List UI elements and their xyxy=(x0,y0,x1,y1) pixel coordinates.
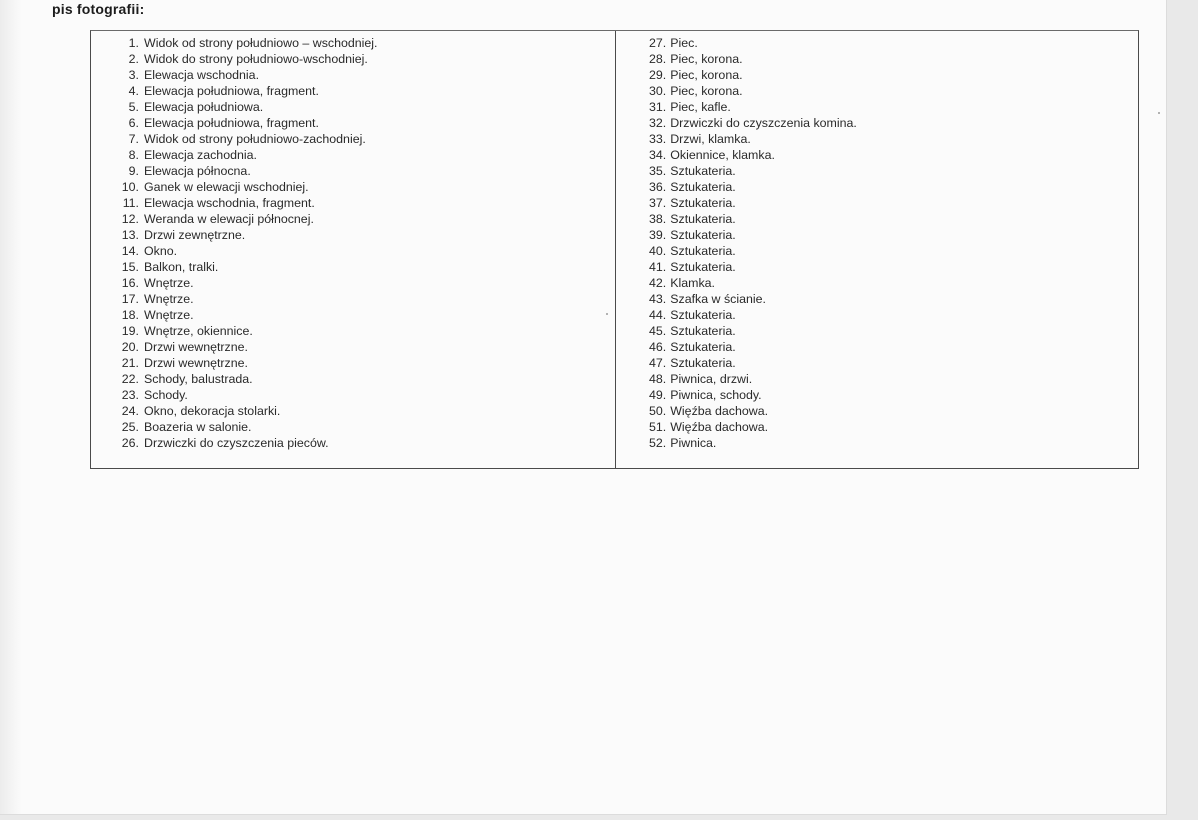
item-description: Piec, kafle. xyxy=(670,100,731,114)
item-description: Drzwi wewnętrzne. xyxy=(144,356,248,370)
photo-list-item xyxy=(119,275,378,291)
photo-list-item xyxy=(649,131,857,147)
item-number: 14. xyxy=(121,244,139,258)
photo-list-item xyxy=(119,291,378,307)
item-number: 8. xyxy=(128,148,139,162)
photo-list-item xyxy=(649,275,857,291)
item-description: Wnętrze. xyxy=(144,292,194,306)
item-description: Szafka w ścianie. xyxy=(670,292,766,306)
item-description: Piec, korona. xyxy=(670,84,743,98)
item-description: Widok od strony południowo-zachodniej. xyxy=(144,132,366,146)
photo-list-item xyxy=(119,195,378,211)
item-description: Piwnica, schody. xyxy=(670,388,762,402)
photo-list-item xyxy=(649,51,857,67)
item-description: Piwnica. xyxy=(670,436,717,450)
item-description: Drzwi zewnętrzne. xyxy=(144,228,246,242)
item-description: Klamka. xyxy=(670,276,715,290)
item-number: 52. xyxy=(649,436,667,450)
photo-list-item xyxy=(649,387,857,403)
item-number: 16. xyxy=(121,276,139,290)
photo-list-item xyxy=(649,115,857,131)
photo-list-item xyxy=(119,371,378,387)
photo-list-item xyxy=(119,67,378,83)
item-description: Okno. xyxy=(144,244,178,258)
photo-list-right-column xyxy=(649,35,857,451)
item-description: Sztukateria. xyxy=(670,340,736,354)
item-description: Więźba dachowa. xyxy=(670,404,769,418)
item-description: Schody, balustrada. xyxy=(144,372,253,386)
photo-list-item xyxy=(119,339,378,355)
item-description: Boazeria w salonie. xyxy=(144,420,252,434)
item-description: Ganek w elewacji wschodniej. xyxy=(144,180,309,194)
photo-list-item xyxy=(649,227,857,243)
photo-list-item xyxy=(119,355,378,371)
item-number: 7. xyxy=(128,132,139,146)
photo-list-item xyxy=(649,243,857,259)
photo-list-item xyxy=(119,259,378,275)
item-number: 44. xyxy=(649,308,667,322)
item-description: Widok do strony południowo-wschodniej. xyxy=(144,52,368,66)
item-number: 28. xyxy=(649,52,667,66)
item-number: 38. xyxy=(649,212,667,226)
photo-list-item xyxy=(649,259,857,275)
item-number: 42. xyxy=(649,276,667,290)
item-description: Drzwi, klamka. xyxy=(670,132,751,146)
item-description: Wnętrze. xyxy=(144,276,194,290)
item-description: Sztukateria. xyxy=(670,356,736,370)
item-number: 21. xyxy=(121,356,139,370)
item-number: 26. xyxy=(121,436,139,450)
photo-list-item xyxy=(119,163,378,179)
photo-list-item xyxy=(119,35,378,51)
item-number: 15. xyxy=(121,260,139,274)
item-description: Elewacja południowa, fragment. xyxy=(144,116,319,130)
item-description: Piec. xyxy=(670,36,698,50)
photo-list-item xyxy=(649,163,857,179)
photo-list-item xyxy=(119,131,378,147)
item-number: 1. xyxy=(128,36,139,50)
photo-list-item xyxy=(119,83,378,99)
item-number: 10. xyxy=(121,180,139,194)
item-number: 32. xyxy=(649,116,667,130)
photo-list-item xyxy=(649,339,857,355)
photo-list-item xyxy=(649,147,857,163)
item-number: 3. xyxy=(128,68,139,82)
item-number: 25. xyxy=(121,420,139,434)
item-description: Sztukateria. xyxy=(670,164,736,178)
item-description: Sztukateria. xyxy=(670,244,736,258)
photo-list-item xyxy=(649,323,857,339)
item-number: 31. xyxy=(649,100,667,114)
item-number: 2. xyxy=(128,52,139,66)
item-description: Sztukateria. xyxy=(670,260,736,274)
item-number: 22. xyxy=(121,372,139,386)
photo-list-item xyxy=(649,435,857,451)
photo-list-item xyxy=(119,99,378,115)
item-description: Sztukateria. xyxy=(670,228,736,242)
page-title: pis fotografii: xyxy=(52,1,145,17)
photo-list-item xyxy=(649,67,857,83)
item-description: Wnętrze. xyxy=(144,308,194,322)
item-number: 23. xyxy=(121,388,139,402)
photo-list-item xyxy=(649,83,857,99)
item-description: Drzwiczki do czyszczenia komina. xyxy=(670,116,857,130)
item-number: 41. xyxy=(649,260,667,274)
photo-list-left-column xyxy=(119,35,378,451)
item-description: Okiennice, klamka. xyxy=(670,148,775,162)
item-number: 37. xyxy=(649,196,667,210)
photo-list-item xyxy=(119,147,378,163)
photo-list-item xyxy=(649,403,857,419)
item-number: 40. xyxy=(649,244,667,258)
item-description: Sztukateria. xyxy=(670,196,736,210)
photo-list-item xyxy=(119,227,378,243)
photo-list-item xyxy=(649,307,857,323)
item-description: Piec, korona. xyxy=(670,52,743,66)
item-number: 46. xyxy=(649,340,667,354)
photo-list-item xyxy=(119,323,378,339)
scan-speck xyxy=(1158,112,1160,114)
item-description: Elewacja południowa. xyxy=(144,100,264,114)
item-description: Piec, korona. xyxy=(670,68,743,82)
item-description: Schody. xyxy=(144,388,188,402)
scan-speck xyxy=(606,313,608,315)
item-description: Elewacja północna. xyxy=(144,164,251,178)
item-description: Drzwiczki do czyszczenia pieców. xyxy=(144,436,329,450)
item-description: Drzwi wewnętrzne. xyxy=(144,340,248,354)
photo-list-item xyxy=(119,419,378,435)
item-number: 4. xyxy=(128,84,139,98)
photo-list-item xyxy=(119,387,378,403)
item-number: 12. xyxy=(121,212,139,226)
item-number: 34. xyxy=(649,148,667,162)
item-number: 39. xyxy=(649,228,667,242)
photo-list-item xyxy=(649,99,857,115)
item-number: 6. xyxy=(128,116,139,130)
item-number: 11. xyxy=(122,196,139,210)
item-number: 43. xyxy=(649,292,667,306)
item-number: 18. xyxy=(121,308,139,322)
item-number: 24. xyxy=(121,404,139,418)
photo-list-item xyxy=(119,211,378,227)
photo-list-item xyxy=(649,179,857,195)
photo-list-item xyxy=(119,179,378,195)
item-description: Wnętrze, okiennice. xyxy=(144,324,253,338)
item-description: Elewacja wschodnia. xyxy=(144,68,260,82)
photo-list-item xyxy=(119,243,378,259)
item-description: Widok od strony południowo – wschodniej. xyxy=(144,36,378,50)
photo-list-item xyxy=(649,291,857,307)
photo-list-item xyxy=(119,115,378,131)
item-description: Balkon, tralki. xyxy=(144,260,219,274)
item-number: 9. xyxy=(128,164,139,178)
photo-list-table xyxy=(90,30,1139,469)
photo-list-item xyxy=(649,35,857,51)
item-description: Elewacja wschodnia, fragment. xyxy=(144,196,315,210)
item-number: 50. xyxy=(649,404,667,418)
item-number: 13. xyxy=(121,228,139,242)
photo-list-item xyxy=(119,403,378,419)
item-number: 17. xyxy=(121,292,139,306)
item-number: 48. xyxy=(649,372,667,386)
photo-list-item xyxy=(119,307,378,323)
item-description: Weranda w elewacji północnej. xyxy=(144,212,314,226)
item-description: Okno, dekoracja stolarki. xyxy=(144,404,281,418)
item-number: 47. xyxy=(649,356,667,370)
item-description: Sztukateria. xyxy=(670,324,736,338)
photo-list-item xyxy=(649,195,857,211)
item-number: 5. xyxy=(128,100,139,114)
item-description: Sztukateria. xyxy=(670,212,736,226)
item-number: 30. xyxy=(649,84,667,98)
photo-list-item xyxy=(119,435,378,451)
item-number: 35. xyxy=(649,164,667,178)
item-number: 20. xyxy=(121,340,139,354)
item-number: 27. xyxy=(649,36,667,50)
photo-list-item xyxy=(649,419,857,435)
item-number: 19. xyxy=(121,324,139,338)
item-description: Elewacja południowa, fragment. xyxy=(144,84,319,98)
item-number: 33. xyxy=(649,132,667,146)
photo-list-item xyxy=(649,211,857,227)
scan-edge-shadow xyxy=(0,0,22,814)
item-number: 51. xyxy=(649,420,667,434)
photo-list-item xyxy=(649,371,857,387)
item-description: Sztukateria. xyxy=(670,308,736,322)
column-divider xyxy=(615,31,616,468)
item-number: 45. xyxy=(649,324,667,338)
item-number: 49. xyxy=(649,388,667,402)
photo-list-item xyxy=(119,51,378,67)
photo-list-item xyxy=(649,355,857,371)
item-description: Piwnica, drzwi. xyxy=(670,372,753,386)
item-description: Elewacja zachodnia. xyxy=(144,148,257,162)
item-description: Sztukateria. xyxy=(670,180,736,194)
item-number: 36. xyxy=(649,180,667,194)
item-number: 29. xyxy=(649,68,667,82)
item-description: Więźba dachowa. xyxy=(670,420,769,434)
